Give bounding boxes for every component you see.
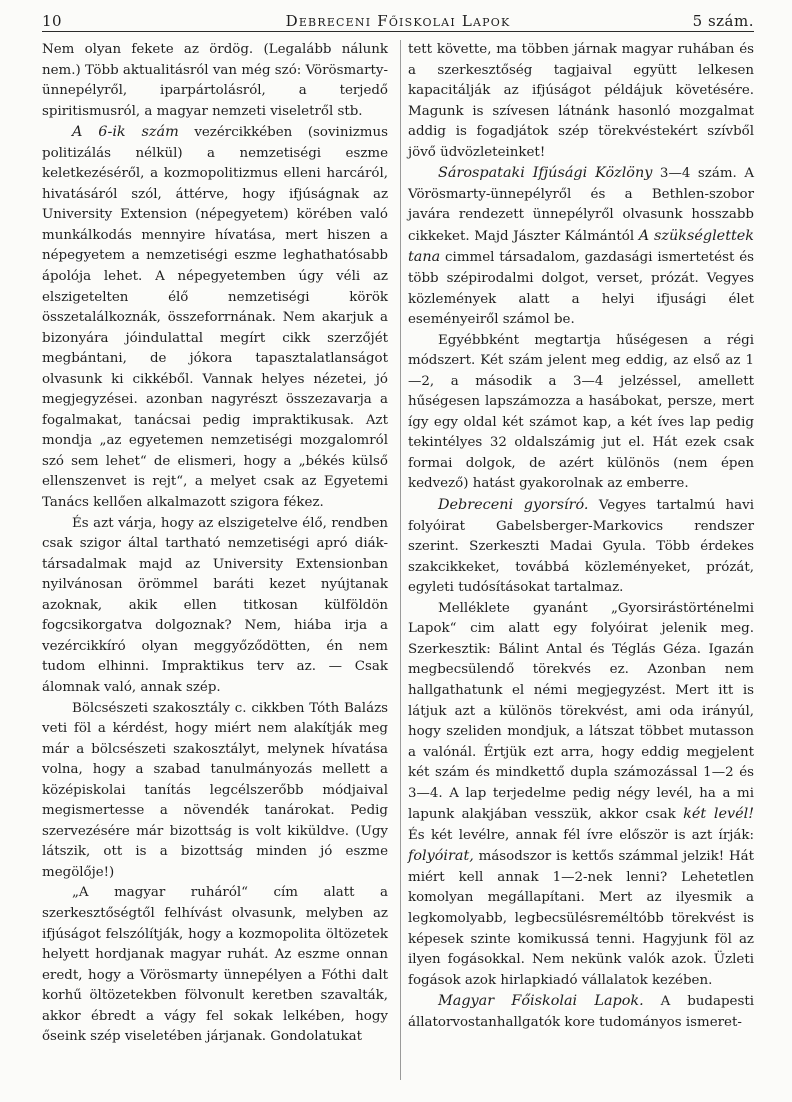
paragraph xyxy=(42,699,388,884)
italic-title: folyóirat, xyxy=(408,848,474,865)
text-run: Vegyes tartalmú havi folyóirat Gabelsberger-Markovics rendszer szerint. Szerkeszti Madai Gyula. Több érdekes szakcikkeket, továbbá közleményeket, prózát, egyleti tudósításokat tartalmaz. xyxy=(408,498,754,596)
left-column xyxy=(42,40,388,1048)
text-run: Melléklete gyanánt „Gyorsirástörténelmi Lapok“ cim alatt egy folyóirat jelenik meg. Szerkesztik: Bálint Antal és Téglás Géza. Igazán megbecsülendő törekvés ez. Azonban nem hallgathatunk el némi megjegyzést. Mert itt is látjuk azt a különös törekvést, ami oda irányúl, hogy szeliden mondjuk, a látszat többet mutasson a valónál. Értjük ezt arra, hogy eddig megjelent két szám és mindkettő dupla számozással 1—2 és 3—4. A lap terjedelme pedig négy levél, ha a mi lapunk alakjában vesszük, akkor csak xyxy=(408,600,754,823)
paragraph xyxy=(408,331,754,495)
page-header xyxy=(42,6,754,34)
text-run: És két levélre, annak fél ívre először is azt írják: xyxy=(408,827,754,843)
italic-title: két levél! xyxy=(683,806,754,823)
column-divider xyxy=(400,40,401,1080)
text-run: Bölcsészeti szakosztály c. cikkben Tóth Balázs veti föl a kérdést, hogy miért nem alakítják meg már a bölcsészeti szakosztályt, melynek hívatása volna, hogy a szabad tanulmányozás mellett a középiskolai tanítás legcélszerőbb módjaival megismertesse a növendék tanárokat. Pedig szervezésére már bizottság is volt kiküldve. (Ugy látszik, ott is a bizottság minden jó eszme megölője!) xyxy=(42,700,388,880)
italic-title: A 6-ik szám xyxy=(72,124,179,141)
right-column xyxy=(408,40,754,1033)
paragraph xyxy=(42,122,388,513)
journal-title: Debreceni Főiskolai Lapok xyxy=(285,12,511,30)
text-run: A budapesti állatorvostanhallgatók kore tudományos ismeret- xyxy=(408,994,754,1030)
text-run: másodszor is kettős számmal jelzik! Hát miért kell annak 1—2-nek lenni? Lehetetlen komolyan megállapítani. Mert az ilyesmik a legkomolyabb, legbecsülésreméltóbb törekvést is képesek szinte komikussá tenni. Hagyjunk föl az ilyen fogásokkal. Nem nekünk valók azok. Üzleti fogások azok hirlapkiadó vállalatok kezében. xyxy=(408,849,754,988)
text-run: És azt várja, hogy az elszigetelve élő, rendben csak szigor által tartható nemzetiségi apró diák-társadalmak majd az University Extensionban nyilvánosan örömmel baráti kezet nyújtanak azoknak, akik ellen titkosan külföldön fogcsikorgatva dolgoznak? Nem, hiába irja a vezércikkíró olyan meggyőződötten, én nem tudom elhinni. Impraktikus terv az. — Csak álomnak való, annak szép. xyxy=(42,515,388,695)
paragraph xyxy=(408,40,754,163)
text-run: „A magyar ruháról“ cím alatt a szerkesztőségtől felhívást olvasunk, melyben az ifjúságot felszólítják, hogy a kozmopolita öltözetek helyett hordjanak magyar ruhát. Az eszme onnan eredt, hogy a Vörösmarty ünnepélyen a Fóthi dalt korhű öltözetekben fölvonult keretben szavalták, akkor ébredt a vágy fel sokak lelkében, hogy őseink szép viseletében járjanak. Gondolatukat xyxy=(42,885,388,1045)
paragraph xyxy=(408,599,754,991)
text-run: cimmel társadalom, gazdasági ismertetést és több szépirodalmi dolgot, verset, prózát. Vegyes közlemények alatt a helyi ifjusági élet eseményeiről számol be. xyxy=(408,250,754,328)
italic-title: Debreceni gyorsíró. xyxy=(438,497,589,514)
page-number: 10 xyxy=(42,12,63,30)
paragraph xyxy=(42,40,388,122)
italic-title: Magyar Főiskolai Lapok. xyxy=(438,993,644,1010)
paragraph xyxy=(408,991,754,1033)
header-rule xyxy=(42,31,754,32)
paragraph xyxy=(42,883,388,1047)
text-run: vezércikkében (sovinizmus politizálás nélkül) a nemzetiségi eszme keletkezéséről, a kozmopolitizmus elleni harcáról, hivatásáról szól, áttérve, hogy ifjúságnak az University Extension (népegyetem) körében való munkálkodás mennyire hívatása, mert hiszen a népegyetem a nemzetiségi eszme leghathatósabb ápolója lehet. A népegyetemben úgy véli az elszigetelten élő nemzetiségi körök összetalálkoznák, összeforrnának. Nem akarjuk a bizonyára jóindulattal megírt cikk szerzőjét megbántani, de jókora tapasztalatlanságot olvasunk ki cikkéből. Vannak helyes nézetei, jó megjegyzései. azonban nagyrészt összezavarja a fogalmakat, tanácsai pedig impraktikusak. Azt mondja „az egyetemen nemzetiségi mozgalomról szó sem lehet“ de elismeri, hogy a „békés külső ellenszenvet is rejt“, a melyet csak az Egyetemi Tanács kellően alkalmazott szigora fékez. xyxy=(42,125,388,511)
italic-title: A szükséglettek tana xyxy=(408,227,754,266)
paragraph xyxy=(42,514,388,699)
issue-number: 5 szám. xyxy=(692,12,754,30)
text-run: Egyébbként megtartja hűségesen a régi módszert. Két szám jelent meg eddig, az első az 1—2, a második a 3—4 jelzéssel, amellett hűségesen lapszámozza a hasábokat, persze, mert így egy oldal két számot kap, a két íves lap pedig tekintélyes 32 oldalszámig jut el. Hát ezek csak formai dolgok, de azért különös (nem épen kedvező) hatást gyakorolnak az emberre. xyxy=(408,332,754,492)
text-run: 3—4 szám. A Vörösmarty-ünnepélyről és a Bethlen-szobor javára rendezett ünnepélyről olvasunk hosszabb cikkeket. Majd Jászter Kálmántól xyxy=(408,166,754,244)
paragraph xyxy=(408,495,754,599)
text-run: tett követte, ma többen járnak magyar ruhában és a szerkesztőség tagjaival együtt lelkesen kapacitálják az ifjúságot példájuk követésére. Magunk is szívesen látnánk hasonló mozgalmat addig is fogadjátok szép törekvéstekért szívből jövő üdvözleteinket! xyxy=(408,42,754,160)
paragraph xyxy=(408,163,754,330)
italic-title: Sárospataki Ifjúsági Közlöny xyxy=(438,165,653,182)
text-run: Nem olyan fekete az ördög. (Legalább nálunk nem.) Több aktualitásról van még szó: Vörösmarty-ünnepélyről, iparpártolásról, a terjedő spiritismusról, a magyar nemzeti viseletről stb. xyxy=(42,42,388,119)
